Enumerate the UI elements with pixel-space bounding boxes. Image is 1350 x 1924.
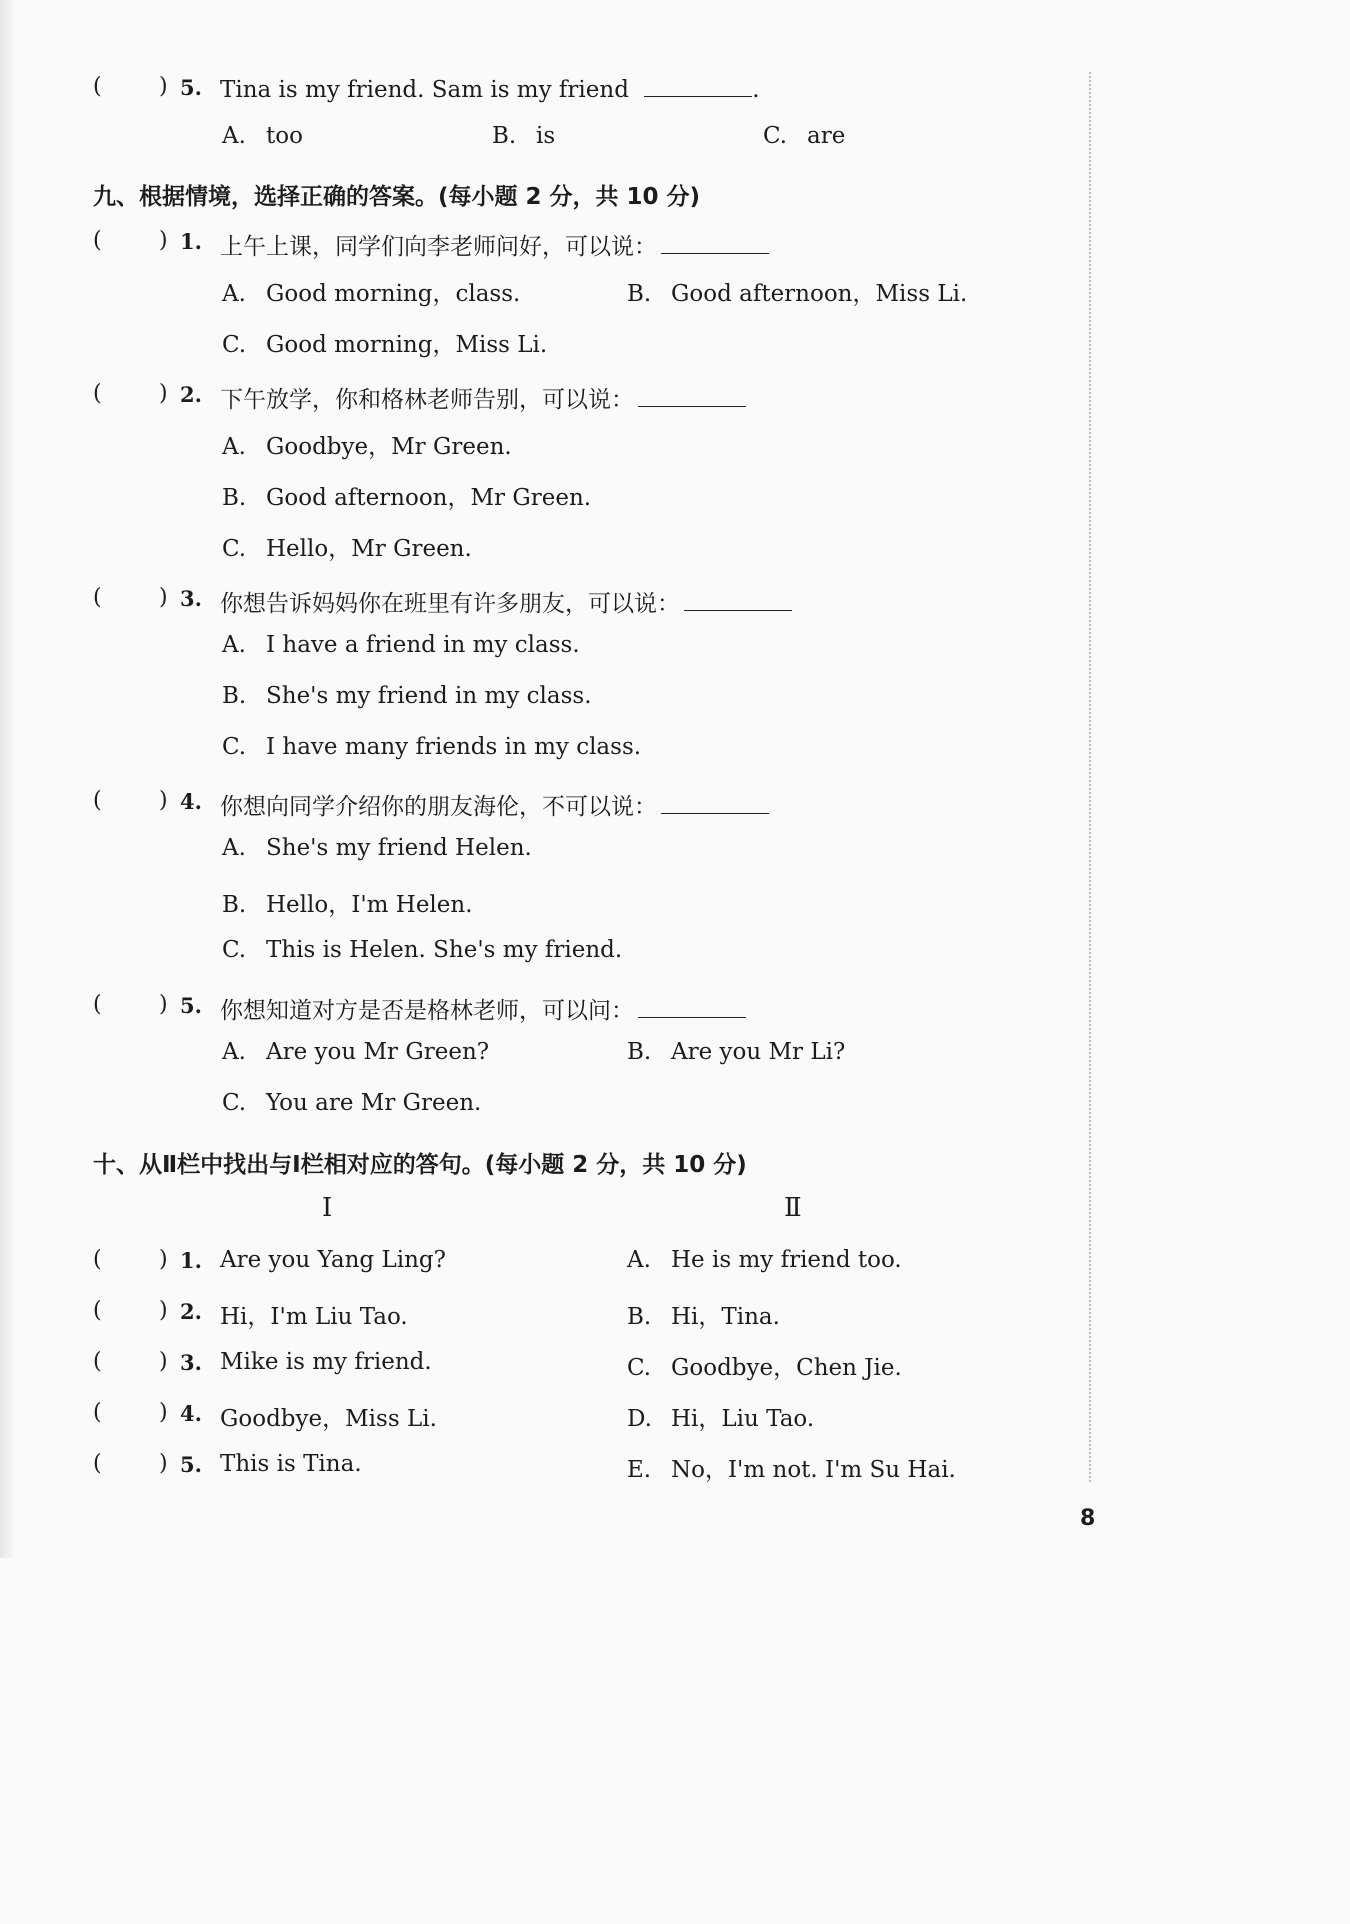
question-number: 2. (180, 1299, 202, 1324)
options-row (0, 937, 1101, 977)
answer-paren-open: ( (93, 992, 102, 1017)
answer-paren-open: ( (93, 1451, 102, 1476)
options-row (0, 479, 1101, 519)
option-c: C. Hello，Mr Green. (222, 536, 472, 562)
question-number: 3. (180, 1350, 202, 1375)
column-2-option: E. No，I'm not. I'm Su Hai. (627, 1457, 956, 1483)
answer-paren-open: ( (93, 74, 102, 99)
options-row (0, 835, 1101, 875)
question-text: 你想告诉妈妈你在班里有许多朋友，可以说： (220, 585, 792, 618)
answer-paren-close: ) (159, 585, 168, 610)
question-row (0, 784, 1101, 824)
option-c: C. You are Mr Green. (222, 1090, 482, 1116)
matching-row (0, 1345, 1101, 1385)
answer-paren-open: ( (93, 585, 102, 610)
answer-paren-open: ( (93, 1400, 102, 1425)
question-number: 3. (180, 586, 202, 611)
column-1-header: Ⅰ (322, 1193, 333, 1223)
answer-blank (661, 791, 769, 814)
question-row (0, 988, 1101, 1028)
answer-paren-open: ( (93, 1298, 102, 1323)
matching-row (0, 1294, 1101, 1334)
column-2-option: D. Hi，Liu Tao. (627, 1406, 815, 1432)
question-text: Tina is my friend. Sam is my friend . (220, 74, 760, 103)
column-2-option: C. Goodbye，Chen Jie. (627, 1355, 902, 1381)
option-c: C. Good morning，Miss Li. (222, 332, 548, 358)
matching-row (0, 1396, 1101, 1436)
question-number: 1. (180, 1248, 202, 1273)
option-b: B. Are you Mr Li? (627, 1039, 846, 1065)
option-a: A. I have a friend in my class. (222, 632, 580, 658)
answer-blank (638, 995, 746, 1018)
options-row (0, 734, 1101, 774)
option-b: B. Good afternoon，Mr Green. (222, 485, 592, 511)
option-a: A. too (222, 123, 303, 149)
options-row (0, 530, 1101, 570)
answer-paren-open: ( (93, 788, 102, 813)
question-number: 2. (180, 382, 202, 407)
option-a: A. Good morning，class. (222, 281, 521, 307)
column-1-text: Goodbye，Miss Li. (220, 1406, 437, 1432)
section-10-heading: 十、从Ⅱ栏中找出与Ⅰ栏相对应的答句。(每小题 2 分，共 10 分) (93, 1152, 747, 1178)
question-row (0, 224, 1101, 264)
answer-paren-close: ) (159, 992, 168, 1017)
answer-paren-close: ) (159, 74, 168, 99)
options-row (0, 886, 1101, 926)
answer-blank (661, 231, 769, 254)
question-row (0, 70, 1101, 110)
answer-paren-open: ( (93, 228, 102, 253)
answer-paren-open: ( (93, 381, 102, 406)
column-1-text: Are you Yang Ling? (220, 1247, 446, 1273)
options-row (0, 275, 1101, 315)
page-number: 8 (1080, 1506, 1096, 1531)
answer-paren-close: ) (159, 228, 168, 253)
answer-paren-close: ) (159, 788, 168, 813)
column-1-text: Mike is my friend. (220, 1349, 432, 1375)
option-b: B. She's my friend in my class. (222, 683, 592, 709)
question-text: 上午上课，同学们向李老师问好，可以说： (220, 228, 769, 261)
column-2-option: A. He is my friend too. (627, 1247, 902, 1273)
column-headers (0, 1193, 1101, 1233)
question-number: 5. (180, 1452, 202, 1477)
answer-paren-open: ( (93, 1247, 102, 1272)
option-b: B. is (492, 123, 556, 149)
answer-paren-open: ( (93, 1349, 102, 1374)
option-b: B. Hello，I'm Helen. (222, 892, 473, 918)
options-row (0, 1039, 1101, 1079)
section-9-heading: 九、根据情境，选择正确的答案。(每小题 2 分，共 10 分) (93, 184, 701, 210)
question-number: 5. (180, 75, 202, 100)
question-text: 你想知道对方是否是格林老师，可以问： (220, 992, 746, 1025)
question-number: 1. (180, 229, 202, 254)
answer-blank (638, 384, 746, 407)
question-number: 5. (180, 993, 202, 1018)
column-2-header: Ⅱ (784, 1193, 802, 1223)
option-c: C. This is Helen. She's my friend. (222, 937, 623, 963)
question-row (0, 581, 1101, 621)
option-c: C. I have many friends in my class. (222, 734, 642, 760)
options-row (0, 123, 1101, 163)
options-row (0, 632, 1101, 672)
options-row (0, 326, 1101, 366)
options-row (0, 428, 1101, 468)
answer-paren-close: ) (159, 381, 168, 406)
matching-row (0, 1447, 1101, 1487)
question-text: 你想向同学介绍你的朋友海伦，不可以说： (220, 788, 769, 821)
column-1-text: Hi，I'm Liu Tao. (220, 1304, 408, 1330)
question-number: 4. (180, 789, 202, 814)
answer-blank (684, 588, 792, 611)
options-row (0, 683, 1101, 723)
matching-row (0, 1243, 1101, 1283)
option-b: B. Good afternoon，Miss Li. (627, 281, 968, 307)
column-1-text: This is Tina. (220, 1451, 362, 1477)
column-2-option: B. Hi，Tina. (627, 1304, 780, 1330)
answer-paren-close: ) (159, 1400, 168, 1425)
options-row (0, 1090, 1101, 1130)
question-row (0, 377, 1101, 417)
answer-paren-close: ) (159, 1298, 168, 1323)
answer-paren-close: ) (159, 1247, 168, 1272)
answer-paren-close: ) (159, 1349, 168, 1374)
question-number: 4. (180, 1401, 202, 1426)
answer-paren-close: ) (159, 1451, 168, 1476)
option-a: A. She's my friend Helen. (222, 835, 532, 861)
option-c: C. are (763, 123, 846, 149)
question-text: 下午放学，你和格林老师告别，可以说： (220, 381, 746, 414)
option-a: A. Are you Mr Green? (222, 1039, 490, 1065)
answer-blank (644, 74, 752, 97)
option-a: A. Goodbye，Mr Green. (222, 434, 512, 460)
